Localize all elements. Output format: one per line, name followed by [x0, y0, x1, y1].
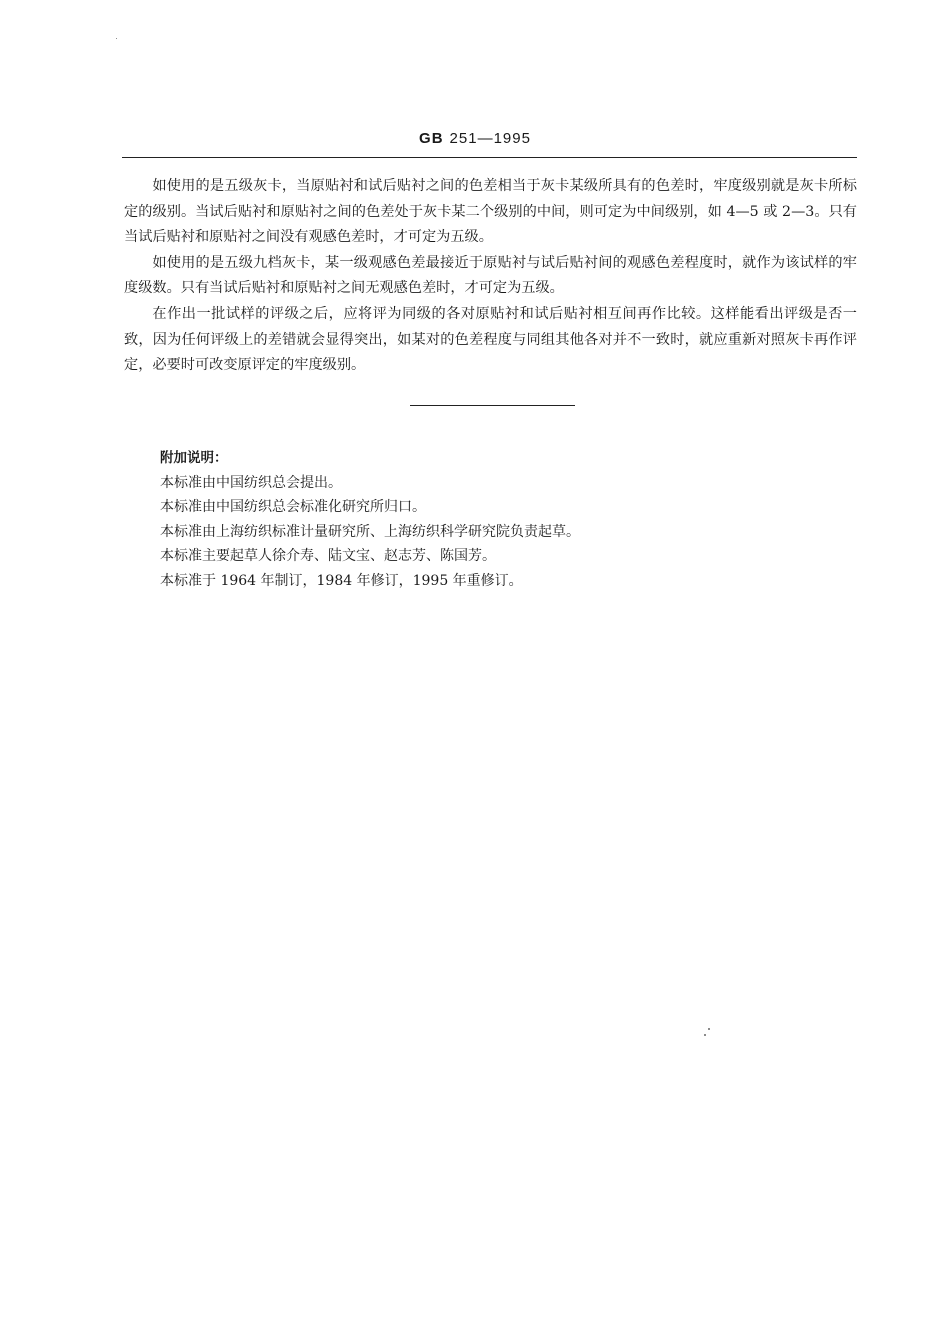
- additional-notes: [160, 446, 810, 594]
- body-text: [124, 174, 857, 379]
- scan-speck: [708, 1028, 710, 1030]
- standard-code-header: [0, 130, 950, 147]
- note-line-administrator: 本标准由中国纺织总会标准化研究所归口。: [160, 499, 426, 516]
- scan-speck: [116, 38, 117, 39]
- note-line-drafters: 本标准主要起草人徐介寿、陆文宝、赵志芳、陈国芳。: [160, 548, 496, 565]
- header-divider: [122, 157, 857, 158]
- note-line-drafting-units: 本标准由上海纺织标准计量研究所、上海纺织科学研究院负责起草。: [160, 523, 580, 540]
- standard-prefix: GB: [419, 130, 444, 147]
- paragraph-nine-step-card: 如使用的是五级九档灰卡，某一级观感色差最接近于原贴衬与试后贴衬间的观感色差程度时，就作为该试样的牢度级数。只有当试后贴衬和原贴衬之间无观感色差时，才可定为五级。: [124, 254, 857, 297]
- end-of-text-rule: [410, 405, 575, 406]
- notes-title: 附加说明：: [160, 450, 228, 466]
- scan-speck: [704, 1034, 706, 1036]
- note-line-history: 本标准于 1964 年制订，1984 年修订，1995 年重修订。: [160, 572, 523, 589]
- paragraph-batch-comparison: 在作出一批试样的评级之后，应将评为同级的各对原贴衬和试后贴衬相互间再作比较。这样能看出评级是否一致，因为任何评级上的差错就会显得突出，如某对的色差程度与同组其他各对并不一致时，就应重新对照灰卡再作评定，必要时可改变原评定的牢度级别。: [124, 305, 857, 374]
- standard-number: 251—1995: [449, 130, 531, 147]
- paragraph-five-grade-card: 如使用的是五级灰卡，当原贴衬和试后贴衬之间的色差相当于灰卡某级所具有的色差时，牢度级别就是灰卡所标定的级别。当试后贴衬和原贴衬之间的色差处于灰卡某二个级别的中间，则可定为中间级别，如 4—5 或 2—3。只有当试后贴衬和原贴衬之间没有观感色差时，才可定为五级。: [124, 178, 857, 246]
- note-line-proposer: 本标准由中国纺织总会提出。: [160, 474, 342, 491]
